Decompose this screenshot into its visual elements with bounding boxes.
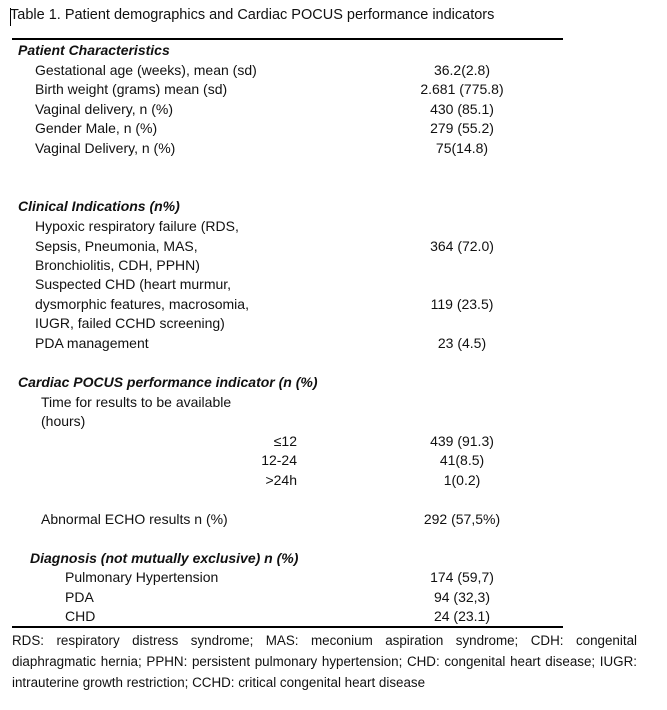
row-value-chd-diagnosis: 24 (23.1) [433,608,491,624]
time-row-label-12-24: 12-24 [261,452,297,468]
row-label-chd-line-3: IUGR, failed CCHD screening) [35,315,225,331]
row-label-vaginal-delivery-2: Vaginal Delivery, n (%) [35,140,176,156]
section-heading-diagnosis: Diagnosis (not mutually exclusive) n (%) [30,550,299,566]
row-label-hypoxic-line-1: Hypoxic respiratory failure (RDS, [35,218,239,234]
row-value-pda-management: 23 (4.5) [437,335,487,351]
section-heading-performance: Cardiac POCUS performance indicator (n (%) [18,374,318,390]
row-value-hypoxic: 364 (72.0) [430,238,494,254]
row-value-vaginal-delivery-2: 75(14.8) [435,140,489,156]
row-value-abnormal-echo: 292 (57,5%) [423,511,501,527]
row-label-chd: CHD [65,608,96,624]
row-label-hypoxic-line-3: Bronchiolitis, CDH, PPHN) [35,257,200,273]
time-row-label-gt24: >24h [265,472,297,488]
time-row-value-le12: 439 (91.3) [430,433,494,449]
row-label-pda-management: PDA management [35,335,149,351]
time-row-value-12-24: 41(8.5) [439,452,485,468]
section-heading-patient: Patient Characteristics [18,42,170,58]
row-label-abnormal-echo: Abnormal ECHO results n (%) [41,511,228,527]
row-value-pulmonary-hypertension: 174 (59,7) [430,569,494,585]
time-row-value-gt24: 1(0.2) [443,472,481,488]
time-row-label-le12: ≤12 [273,433,297,449]
table-bottom-rule [12,626,563,628]
section-heading-clinical: Clinical Indications (n%) [18,198,180,214]
table-caption: Table 1. Patient demographics and Cardiac POCUS performance indicators [10,7,495,23]
table-footnote: RDS: respiratory distress syndrome; MAS: meconium aspiration syndrome; CDH: congenital diaphragmatic hernia; PPHN: persistent pulmonary hypertension; CHD: congenital heart disease; IUGR: intrauterine growth restriction; CCHD: critical congenital heart disease [12,633,637,690]
row-value-gestational-age: 36.2(2.8) [433,62,491,78]
row-value-vaginal-delivery: 430 (85.1) [430,101,494,117]
row-value-gender-male: 279 (55.2) [430,120,494,136]
table-top-rule [12,38,563,40]
row-label-vaginal-delivery: Vaginal delivery, n (%) [35,101,173,117]
row-value-pda: 94 (32,3) [433,589,491,605]
row-label-chd-line-1: Suspected CHD (heart murmur, [35,276,232,292]
row-label-hypoxic-line-2: Sepsis, Pneumonia, MAS, [35,238,198,254]
row-value-chd: 119 (23.5) [430,296,494,312]
row-label-chd-line-2: dysmorphic features, macrosomia, [35,296,249,312]
row-label-pda: PDA [65,589,94,605]
time-label-line-2: (hours) [41,413,86,429]
time-label-line-1: Time for results to be available [41,394,232,410]
row-label-birth-weight: Birth weight (grams) mean (sd) [35,81,228,97]
row-label-pulmonary-hypertension: Pulmonary Hypertension [65,569,219,585]
row-value-birth-weight: 2.681 (775.8) [420,81,504,97]
row-label-gender-male: Gender Male, n (%) [35,120,158,136]
row-label-gestational-age: Gestational age (weeks), mean (sd) [35,62,257,78]
